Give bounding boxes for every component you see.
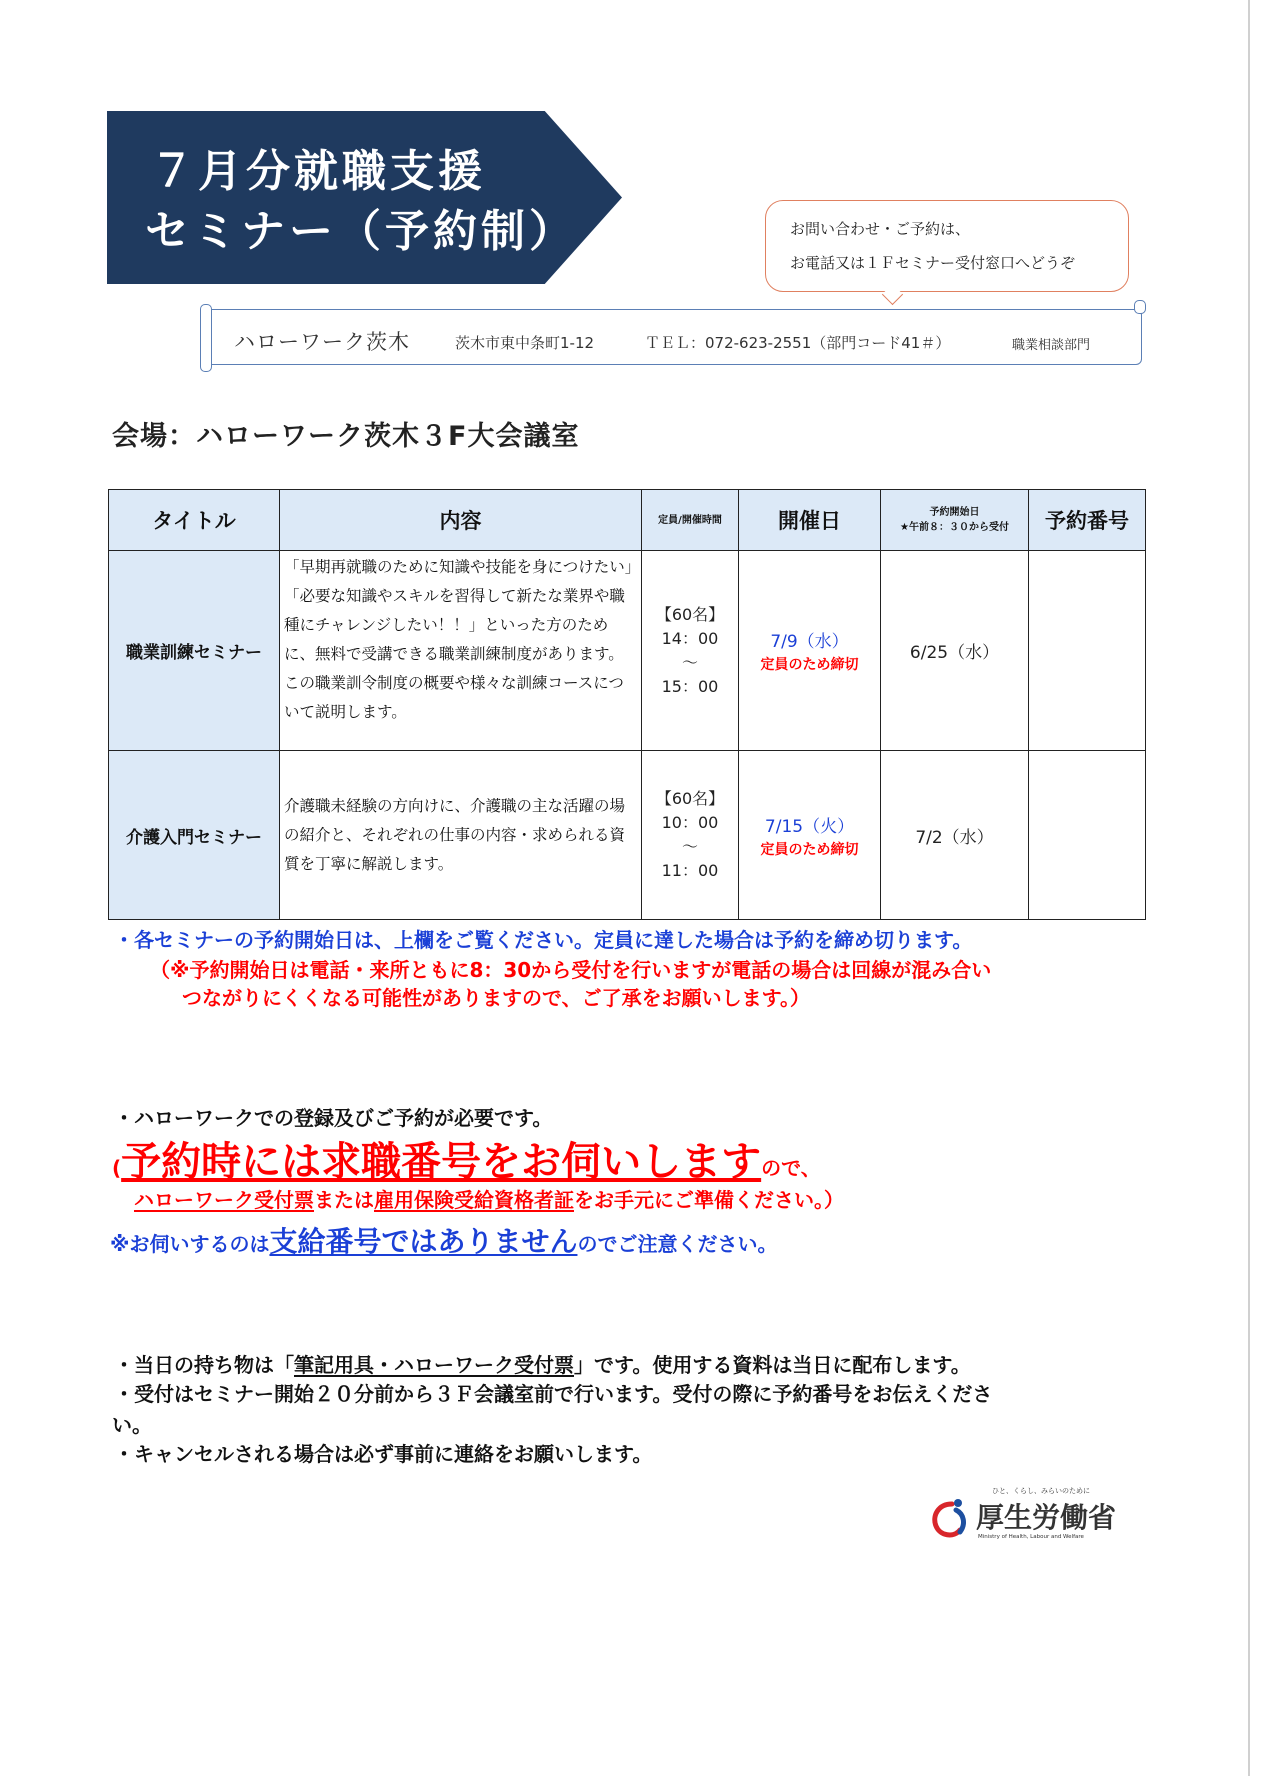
office-dept: 職業相談部門 [1012, 338, 1091, 353]
time-end: 11：00 [661, 861, 719, 880]
items-prefix: ・当日の持ち物は「 [114, 1353, 294, 1377]
logo-tagline: ひと、くらし、みらいのために [992, 1487, 1090, 1495]
page-title-line-2: セミナー（予約制） [145, 206, 577, 257]
note-reservation-start: ・各セミナーの予約開始日は、上欄をご覧ください。定員に達した場合は予約を締め切ります。 [114, 928, 973, 952]
job-number-suffix: ので、 [761, 1156, 821, 1180]
venue: 会場：ハローワーク茨木３F大会議室 [112, 421, 580, 452]
insurance-cert-text: 雇用保険受給資格者証 [374, 1188, 574, 1212]
time-start: 10：00 [661, 813, 719, 832]
not-payment-emphasis: 支給番号ではありません [269, 1225, 578, 1258]
closed-badge: 定員のため締切 [760, 657, 859, 673]
header-date: 開催日 [739, 490, 881, 551]
mhlw-logo [930, 1486, 1117, 1550]
capacity-count: 【60名】 [655, 789, 725, 808]
office-banner-curl-left [200, 304, 212, 372]
reception-note-1: ・受付はセミナー開始２０分前から３Ｆ会議室前で行います。受付の際に予約番号をお伝えくださ [114, 1382, 993, 1406]
office-address: 茨木市東中条町1-12 [455, 334, 595, 352]
reception-note-2: い。 [112, 1413, 152, 1437]
row-start-date: 6/25（水） [881, 551, 1029, 751]
not-payment-number-notice [110, 1220, 777, 1260]
items-list: 筆記用具・ハローワーク受付票 [294, 1353, 574, 1377]
page-title-line-1: ７月分就職支援 [150, 146, 486, 197]
table-header-row [109, 490, 1146, 551]
note-phone-2: つながりにくくなる可能性がありますので、ご了承をお願いします。） [182, 986, 810, 1010]
header-start-line-2: ★午前８：３０から受付 [900, 522, 1009, 533]
event-date: 7/15（火） [764, 816, 855, 837]
job-number-emphasis: 予約時には求職番号をお伺いします [121, 1139, 762, 1185]
documents-notice [110, 1184, 844, 1213]
header-start-line-1: 予約開始日 [929, 507, 980, 518]
row-start-date: 7/2（水） [881, 751, 1029, 920]
registration-required: ・ハローワークでの登録及びご予約が必要です。 [114, 1106, 553, 1130]
row-reservation-number [1029, 751, 1146, 920]
items-to-bring [114, 1349, 971, 1378]
documents-suffix: をお手元にご準備ください。） [574, 1188, 844, 1212]
table-row [109, 551, 1146, 751]
documents-or: または [314, 1188, 374, 1212]
contact-line-2: お電話又は１Ｆセミナー受付窓口へどうぞ [790, 254, 1076, 272]
office-banner-curl-right [1134, 300, 1146, 314]
closed-badge: 定員のため締切 [760, 841, 859, 858]
row-capacity [642, 551, 739, 751]
contact-line-1: お問い合わせ・ご予約は、 [790, 220, 971, 238]
event-date: 7/9（水） [770, 632, 849, 652]
contact-bubble [765, 200, 1129, 292]
items-suffix: 」です。使用する資料は当日に配布します。 [574, 1353, 971, 1377]
header-number: 予約番号 [1029, 490, 1146, 551]
row-title: 職業訓練セミナー [109, 551, 280, 751]
job-number-notice [112, 1130, 821, 1187]
office-tel: ＴＥＬ：072-623-2551（部門コード41＃） [645, 334, 951, 352]
job-number-open-paren: ( [112, 1156, 122, 1180]
not-payment-suffix: のでご注意ください。 [577, 1232, 778, 1256]
row-reservation-number [1029, 551, 1146, 751]
note-phone-1: （※予約開始日は電話・来所ともに8：30から受付を行いますが電話の場合は回線が混み合い [150, 958, 992, 982]
row-content: 「早期再就職のために知識や技能を身につけたい」「必要な知識やスキルを習得して新たな業界や職種にチャレンジしたい！！」といった方のために、無料で受講できる職業訓練制度があります。この職業訓令制度の概要や様々な訓練コースについて説明します。 [280, 551, 642, 751]
cancel-note: ・キャンセルされる場合は必ず事前に連絡をお願いします。 [114, 1442, 653, 1466]
header-start [881, 490, 1029, 551]
table-row [109, 751, 1146, 920]
header-capacity: 定員/開催時間 [642, 490, 739, 551]
row-date [739, 551, 881, 751]
reception-slip-text: ハローワーク受付票 [134, 1188, 314, 1212]
row-content: 介護職未経験の方向けに、介護職の主な活躍の場の紹介と、それぞれの仕事の内容・求められる資質を丁寧に解説します。 [280, 751, 642, 920]
office-name: ハローワーク茨木 [234, 330, 410, 354]
seminar-table [108, 489, 1146, 920]
time-start: 14：00 [661, 628, 719, 648]
capacity-count: 【60名】 [655, 604, 725, 624]
row-title: 介護入門セミナー [109, 751, 280, 920]
mhlw-logo-icon [930, 1496, 970, 1540]
time-end: 15：00 [661, 676, 719, 696]
logo-english: Ministry of Health, Labour and Welfare [978, 1534, 1084, 1540]
time-separator: ～ [681, 837, 698, 856]
not-payment-prefix: ※お伺いするのは [110, 1232, 270, 1256]
logo-name: 厚生労働省 [976, 1501, 1117, 1534]
time-separator: ～ [681, 652, 698, 672]
page-edge [1248, 0, 1250, 1776]
header-title: タイトル [109, 490, 280, 551]
row-date [739, 751, 881, 920]
row-capacity [642, 751, 739, 920]
header-content: 内容 [280, 490, 642, 551]
